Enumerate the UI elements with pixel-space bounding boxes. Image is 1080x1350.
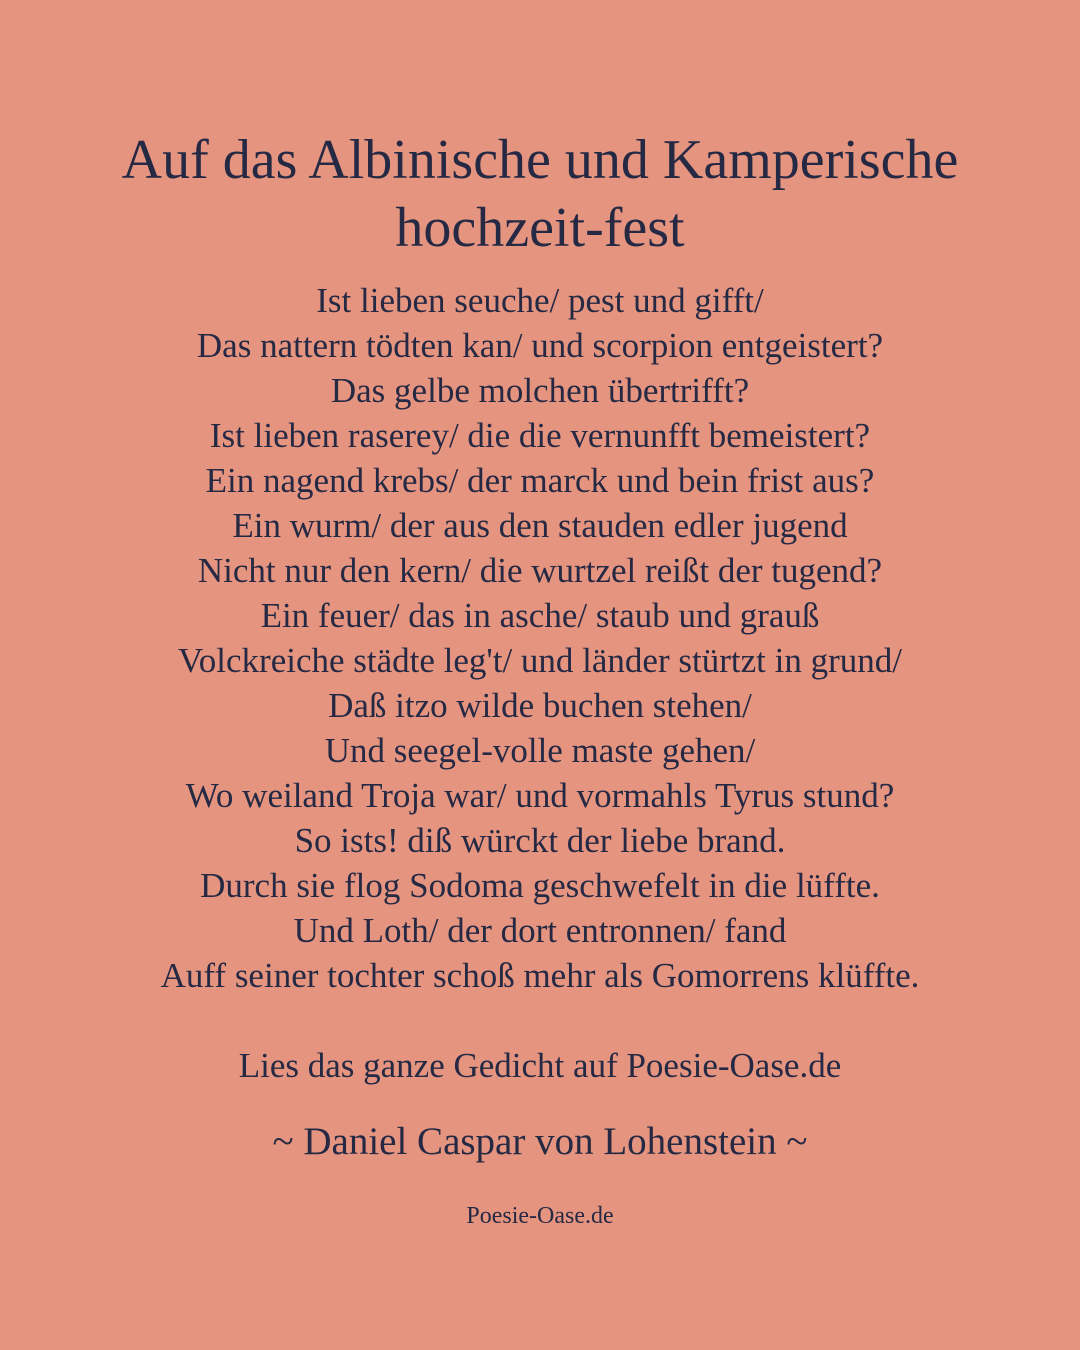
poem-line: Wo weiland Troja war/ und vormahls Tyrus stund?	[185, 776, 895, 815]
poem-title	[40, 126, 1040, 262]
poem-line: Das gelbe molchen übertrifft?	[330, 371, 750, 410]
poem-line: Und seegel-volle maste gehen/	[324, 731, 756, 770]
poem-line: Das nattern tödten kan/ und scorpion entgeistert?	[196, 326, 884, 365]
poem-line: Nicht nur den kern/ die wurtzel reißt der tugend?	[197, 551, 883, 590]
poem-line: Ist lieben seuche/ pest und gifft/	[316, 281, 764, 320]
poem-title-line-1: Auf das Albinische und Kamperische	[121, 129, 959, 191]
poem-line: So ists! diß würckt der liebe brand.	[294, 821, 786, 860]
poem-line: Volckreiche städte leg't/ und länder stürtzt in grund/	[178, 641, 902, 680]
poem-line: Auff seiner tochter schoß mehr als Gomorrens klüffte.	[160, 956, 920, 995]
poem-line: Ein wurm/ der aus den stauden edler jugend	[232, 506, 848, 545]
author-name: ~ Daniel Caspar von Lohenstein ~	[272, 1120, 808, 1163]
poem-line: Und Loth/ der dort entronnen/ fand	[293, 911, 787, 950]
read-more-text: Lies das ganze Gedicht auf Poesie-Oase.de	[238, 1046, 842, 1085]
poem-line: Ist lieben raserey/ die die vernunfft bemeistert?	[209, 416, 871, 455]
site-watermark: Poesie-Oase.de	[466, 1203, 614, 1229]
poem-line: Ein feuer/ das in asche/ staub und grauß	[260, 596, 820, 635]
poem-line: Ein nagend krebs/ der marck und bein frist aus?	[205, 461, 875, 500]
poem-title-line-2: hochzeit-fest	[395, 197, 685, 259]
poem-line: Durch sie flog Sodoma geschwefelt in die lüffte.	[200, 866, 880, 905]
poem-line: Daß itzo wilde buchen stehen/	[328, 686, 752, 725]
poem-body	[40, 278, 1040, 998]
